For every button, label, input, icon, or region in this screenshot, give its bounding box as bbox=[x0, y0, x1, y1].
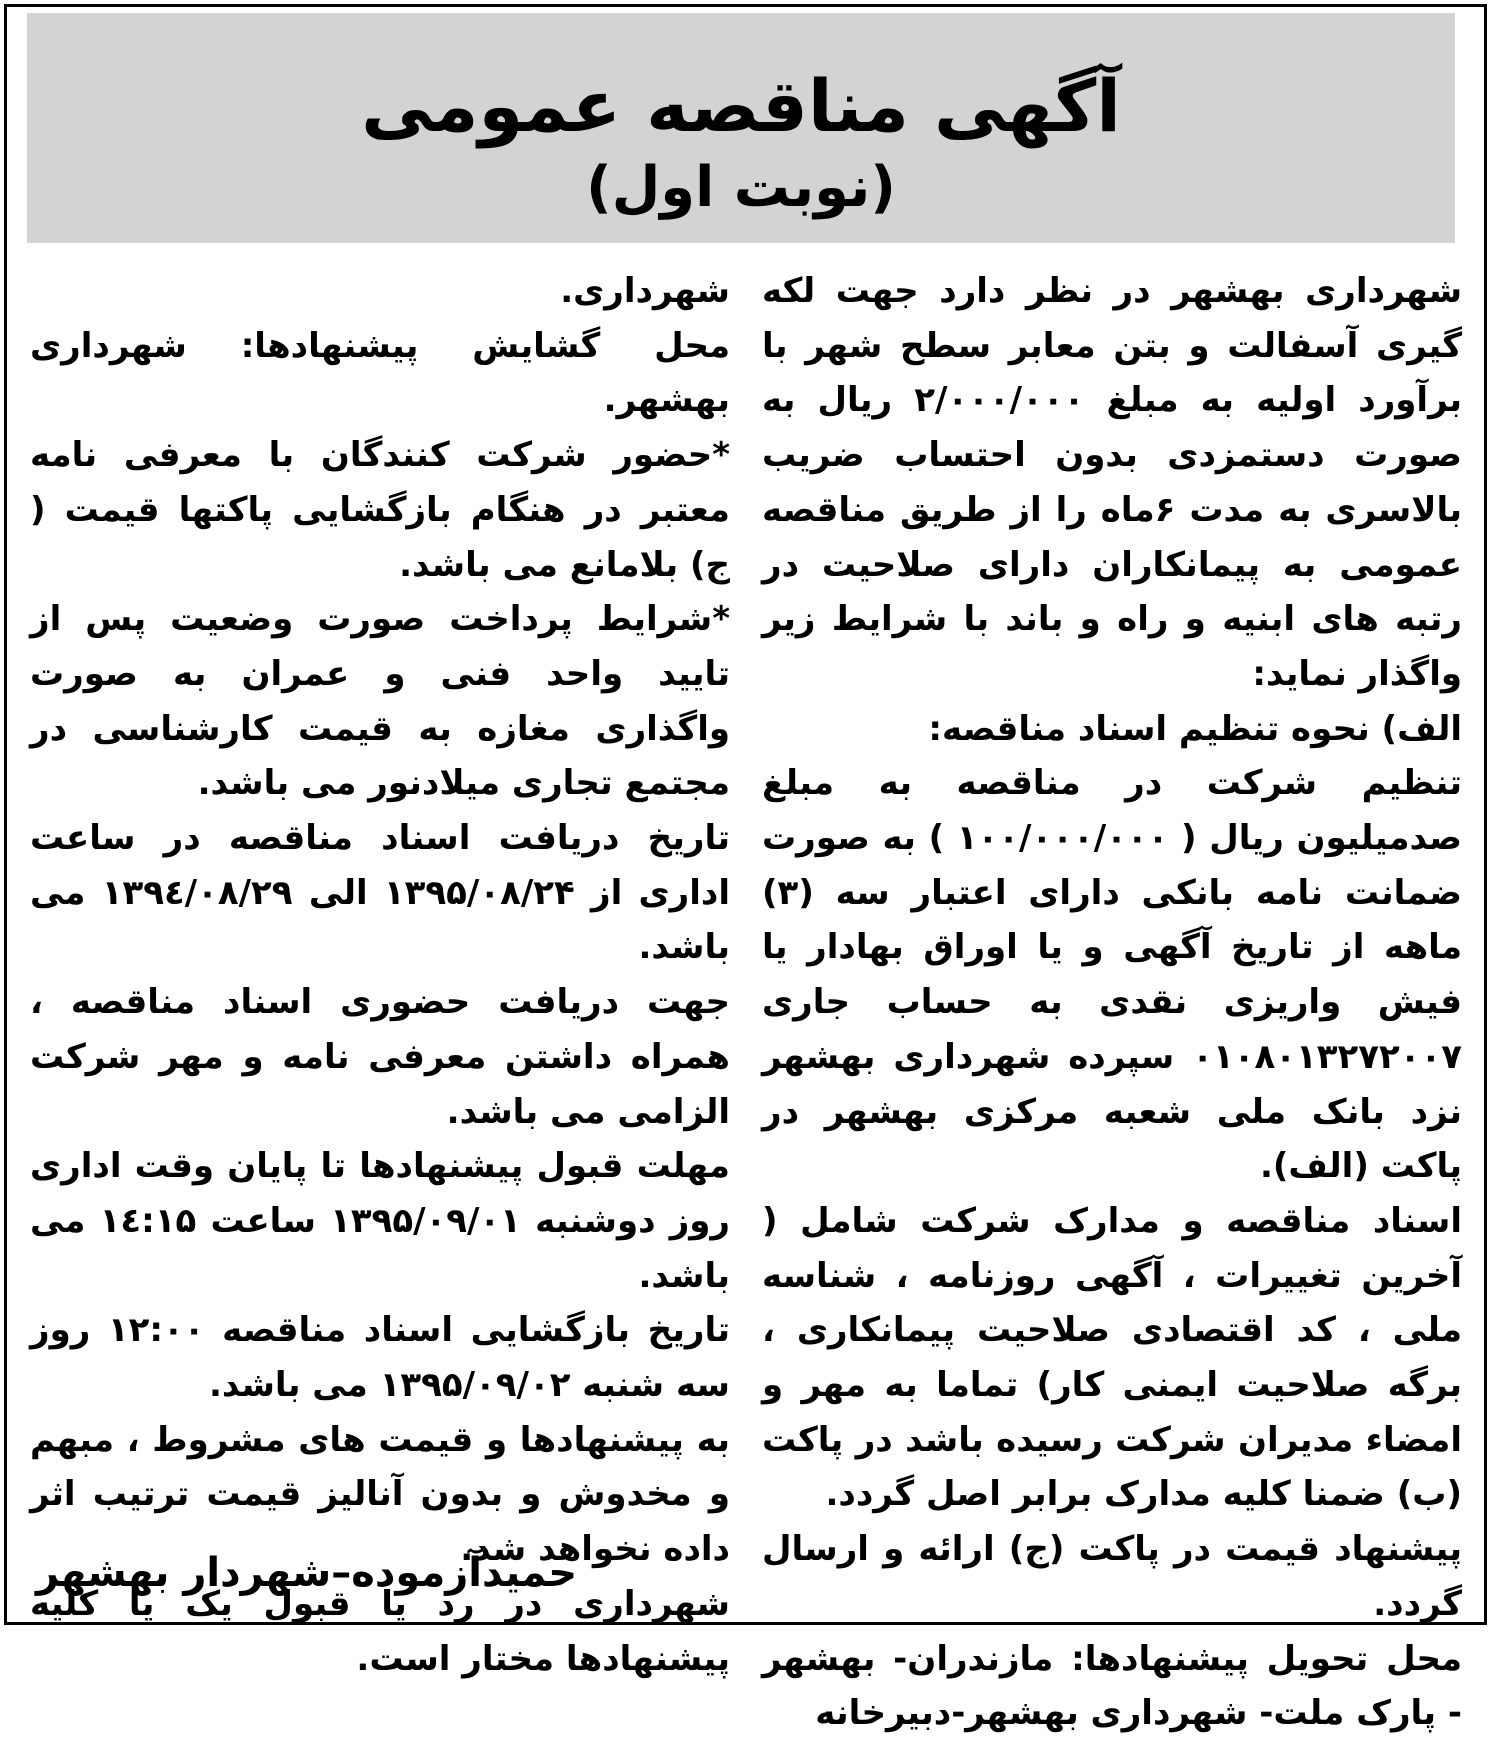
paragraph: تاریخ بازگشایی اسناد مناقصه ۱۲:۰۰ روز سه شنبه ۱۳۹۵/۰۹/۰۲ می باشد. bbox=[30, 1310, 730, 1406]
left-column bbox=[30, 264, 730, 1686]
signature: حمیدآزموده–شهردار بهشهر bbox=[36, 1550, 578, 1596]
right-column bbox=[762, 264, 1462, 1741]
header-banner bbox=[27, 13, 1455, 243]
paragraph: *شرایط پرداخت صورت وضعیت پس از تایید واحد فنی و عمران به صورت واگذاری مغازه به قیمت کارشناسی در مجتمع تجاری میلادنور می باشد. bbox=[30, 599, 730, 804]
paragraph: شهرداری بهشهر در نظر دارد جهت لکه گیری آسفالت و بتن معابر سطح شهر با برآورد اولیه به مبلغ ۲/۰۰۰/۰۰۰ ریال به صورت دستمزدی بدون احتساب ضریب بالاسری به مدت ۶ماه را از طریق مناقصه عمومی به پیمانکاران دارای صلاحیت در رتبه های ابنیه و راه و باند با شرایط زیر واگذار نماید: bbox=[762, 271, 1463, 694]
paragraph: الف) نحوه تنظیم اسناد مناقصه: bbox=[928, 708, 1462, 749]
paragraph: پیشنهاد قیمت در پاکت (ج) ارائه و ارسال گردد. bbox=[762, 1529, 1462, 1624]
paragraph: محل تحویل پیشنهادها: مازندران- بهشهر - پارک ملت- شهرداری بهشهر-دبیرخانه bbox=[762, 1638, 1462, 1734]
paragraph: به پیشنهادها و قیمت های مشروط ، مبهم و مخدوش و بدون آنالیز قیمت ترتیب اثر داده نخواهد شد. bbox=[30, 1419, 730, 1570]
page-title: آگهی مناقصه عمومی bbox=[361, 64, 1121, 148]
paragraph: *حضور شرکت کنندگان با معرفی نامه معتبر در هنگام بازگشایی پاکتها قیمت ( ج) بلامانع می باشد. bbox=[30, 435, 730, 585]
paragraph: جهت دریافت حضوری اسناد مناقصه ، همراه داشتن معرفی نامه و مهر شرکت الزامی می باشد. bbox=[30, 982, 730, 1132]
paragraph: شهرداری در رد یا قبول یک یا کلیه پیشنهادها مختار است. bbox=[30, 1583, 730, 1679]
paragraph: تنظیم شرکت در مناقصه به مبلغ صدمیلیون ریال ( ۱۰۰/۰۰۰/۰۰۰ ) به صورت ضمانت نامه بانکی دارای اعتبار سه (۳) ماهه از تاریخ آگهی و یا اوراق بهادار یا فیش واریزی نقدی به حساب جاری ۰۱۰۸۰۱۳۲۷۲۰۰۷ سپرده شهرداری بهشهر نزد بانک ملی شعبه مرکزی بهشهر در پاکت (الف). bbox=[762, 763, 1462, 1187]
paragraph: اسناد مناقصه و مدارک شرکت شامل ( آخرین تغییرات ، آگهی روزنامه ، شناسه ملی ، کد اقتصادی صلاحیت پیمانکاری ، برگه صلاحیت ایمنی کار) تماما به مهر و امضاء مدیران شرکت رسیده باشد در پاکت (ب) ضمنا کلیه مدارک برابر اصل گردد. bbox=[762, 1200, 1462, 1515]
paragraph: تاریخ دریافت اسناد مناقصه در ساعت اداری از ۱۳۹۵/۰۸/۲۴ الی ۱۳۹٤/۰۸/۲۹ می باشد. bbox=[30, 818, 730, 968]
page-subtitle: (نوبت اول) bbox=[586, 155, 896, 220]
paragraph: شهرداری. bbox=[560, 271, 730, 311]
paragraph: مهلت قبول پیشنهادها تا پایان وقت اداری روز دوشنبه ۱۳۹۵/۰۹/۰۱ ساعت ۱٤:۱۵ می باشد. bbox=[30, 1146, 730, 1296]
paragraph: محل گشایش پیشنهادها: شهرداری بهشهر. bbox=[30, 325, 730, 421]
